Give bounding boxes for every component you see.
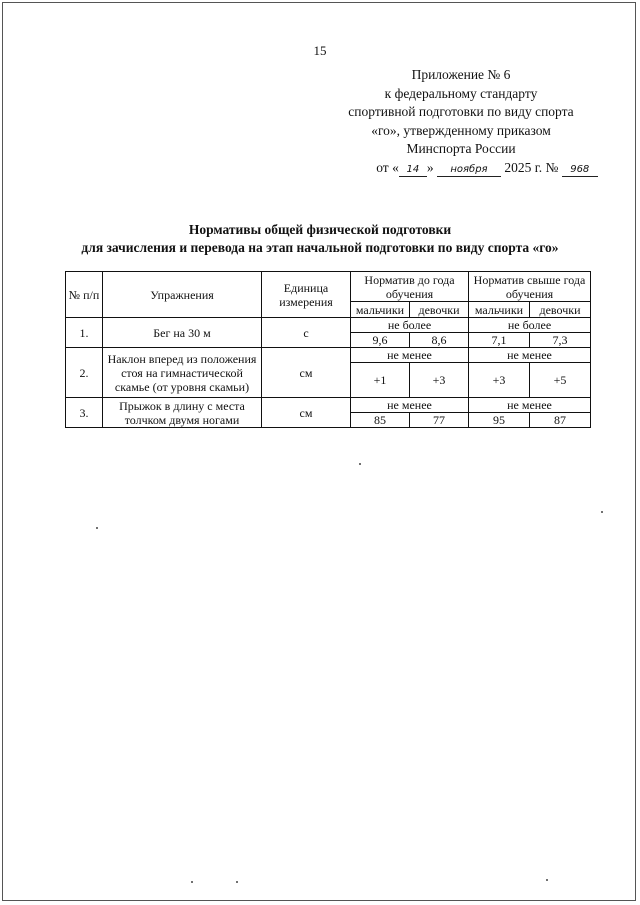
header-row-1 <box>66 272 591 302</box>
row-unit: см <box>262 348 351 398</box>
date-day-handwritten: 14 <box>399 164 427 177</box>
date-prefix: от « <box>376 159 399 175</box>
header-girls-2: девочки <box>530 302 591 318</box>
date-month-handwritten: ноября <box>437 164 501 177</box>
value-boys-1: +1 <box>351 363 410 398</box>
date-mid: » <box>426 159 434 175</box>
row-condition-1: не менее <box>351 348 469 363</box>
appendix-header <box>300 66 622 178</box>
title-line-1: Нормативы общей физической подготовки <box>188 222 452 237</box>
table-row <box>66 318 591 333</box>
page-number: 15 <box>313 43 327 58</box>
scan-speck <box>236 881 238 883</box>
scan-speck <box>359 463 361 465</box>
row-num: 3. <box>66 398 103 428</box>
header-group-under-year: Норматив до года обучения <box>351 272 469 302</box>
appendix-line-2: к федеральному стандарту <box>384 85 538 101</box>
scan-speck <box>546 879 548 881</box>
row-unit: см <box>262 398 351 428</box>
value-boys-1: 9,6 <box>351 333 410 348</box>
value-boys-2: 95 <box>469 413 530 428</box>
value-girls-1: +3 <box>410 363 469 398</box>
row-num: 1. <box>66 318 103 348</box>
row-exercise: Прыжок в длину с места толчком двумя ногами <box>103 398 262 428</box>
header-girls-1: девочки <box>410 302 469 318</box>
value-girls-1: 8,6 <box>410 333 469 348</box>
scan-speck <box>601 511 603 513</box>
row-condition-2: не более <box>469 318 591 333</box>
document-title <box>0 221 640 256</box>
appendix-line-1: Приложение № 6 <box>411 67 511 82</box>
value-girls-2: 7,3 <box>530 333 591 348</box>
order-number-handwritten: 968 <box>562 164 598 177</box>
row-condition-2: не менее <box>469 348 591 363</box>
value-girls-2: +5 <box>530 363 591 398</box>
row-unit: с <box>262 318 351 348</box>
value-boys-2: 7,1 <box>469 333 530 348</box>
header-boys-1: мальчики <box>351 302 410 318</box>
header-unit: Единица измерения <box>262 272 351 318</box>
title-line-2: для зачисления и перевода на этап начальной подготовки по виду спорта «го» <box>81 239 559 255</box>
scan-speck <box>191 881 193 883</box>
header-group-over-year: Норматив свыше года обучения <box>469 272 591 302</box>
row-exercise: Бег на 30 м <box>103 318 262 348</box>
value-boys-1: 85 <box>351 413 410 428</box>
row-condition-1: не более <box>351 318 469 333</box>
table-row <box>66 398 591 413</box>
value-girls-2: 87 <box>530 413 591 428</box>
scan-speck <box>96 527 98 529</box>
row-condition-1: не менее <box>351 398 469 413</box>
appendix-line-4: «го», утвержденному приказом <box>371 122 551 138</box>
row-exercise: Наклон вперед из положения стоя на гимнастической скамье (от уровня скамьи) <box>103 348 262 398</box>
table-row <box>66 348 591 363</box>
appendix-line-5: Минспорта России <box>406 141 516 157</box>
value-boys-2: +3 <box>469 363 530 398</box>
value-girls-1: 77 <box>410 413 469 428</box>
header-boys-2: мальчики <box>469 302 530 318</box>
date-year: 2025 г. № <box>504 159 559 175</box>
norms-table <box>65 271 591 428</box>
appendix-date-line <box>352 159 622 178</box>
row-num: 2. <box>66 348 103 398</box>
header-exercise: Упражнения <box>103 272 262 318</box>
header-num: № п/п <box>66 272 103 318</box>
row-condition-2: не менее <box>469 398 591 413</box>
appendix-line-3: спортивной подготовки по виду спорта <box>348 104 574 120</box>
